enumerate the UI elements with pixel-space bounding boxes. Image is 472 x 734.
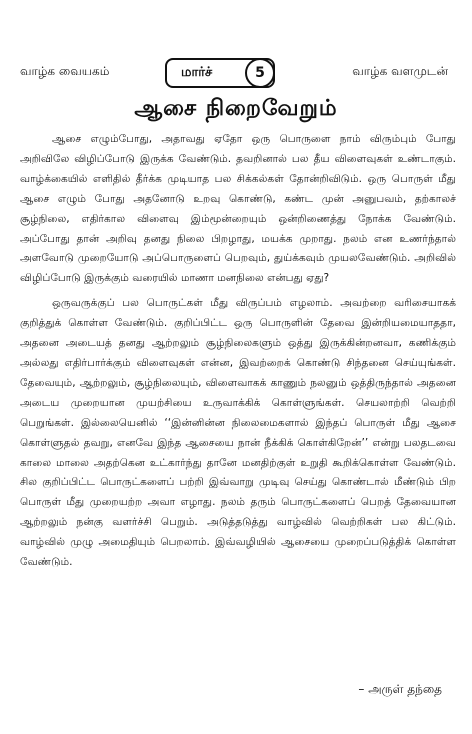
month-label: மார்ச் (181, 65, 213, 80)
month-box (165, 58, 275, 88)
paragraph-1: ஆசை எழும்போது, அதாவது ஏதோ ஒரு பொருளை நாம் விரும்பும் போது அறிவிலே விழிப்போடு இருக்க வேண்டும். தவறினால் பல தீய விளைவுகள் உண்டாகும். வாழ்க்கையில் எளிதில் தீர்க்க முடியாத பல சிக்கல்கள் தோன்றிவிடும். ஒரு பொருள் மீது ஆசை எழும் போது அதனோடு உறவு கொண்டு, கண்ட முன் அனுபவம், தற்காலச் சூழ்நிலை, எதிர்கால விளைவு இம்மூன்றையும் ஒன்றிணைத்து நோக்க வேண்டும். அப்போது தான் அறிவு தனது நிலை பிறழாது, மயக்க முறாது. நலம் என உணர்ந்தால் அளவோடு முறையோடு அப்பொருளைப் பெறவும், துய்க்கவும் முயலவேண்டும். அறிவில் விழிப்போடு இருக்கும் வரையில் மாணா மனநிலை என்பது ஏது? (20, 133, 456, 285)
header-right-motto: வாழ்க வளமுடன் (352, 64, 448, 78)
author-signature: – அருள் தந்தை (358, 682, 442, 696)
article-body (20, 130, 456, 578)
date-circle: 5 (245, 58, 275, 88)
page-title: ஆசை நிறைவேறும் (134, 96, 338, 121)
header-left-motto: வாழ்க வையகம் (20, 64, 110, 78)
paragraph-2: ஒருவருக்குப் பல பொருட்கள் மீது விருப்பம் எழலாம். அவற்றை வரிசையாகக் குறித்துக் கொள்ள வேண்டும். குறிப்பிட்ட ஒரு பொருளின் தேவை இன்றியமையாததா, அதனை அடையத் தனது ஆற்றலும் சூழ்நிலைகளும் ஒத்து இருக்கின்றனவா, கணிக்கும் அல்லது எதிர்பார்க்கும் விளைவுகள் என்ன, இவற்றைக் கொண்டு சிந்தனை செய்யுங்கள். தேவையும், ஆற்றலும், சூழ்நிலையும், விளைவாகக் காணும் நலனும் ஒத்திருந்தால் அதனை அடைய முறையான முயற்சியை உருவாக்கிக் கொள்ளுங்கள். செயலாற்றி வெற்றி பெறுங்கள். இல்லையெனில் ‘‘இன்னின்ன நிலைமைகளால் இந்தப் பொருள் மீது ஆசை கொள்ளுதல் தவறு, எனவே இந்த ஆசையை நான் நீக்கிக் கொள்கிறேன்’’ என்று பலதடவை காலை மாலை அதற்கென உட்கார்ந்து தானே மனதிற்குள் உறுதி கூறிக்கொள்ள வேண்டும். சில குறிப்பிட்ட பொருட்களைப் பற்றி இவ்வாறு முடிவு செய்து கொண்டால் மீண்டும் பிற பொருள் மீது முறையற்ற அவா எழாது. நலம் தரும் பொருட்களைப் பெறத் தேவையான ஆற்றலும் நன்கு வளர்ச்சி பெறும். அடுத்தடுத்து வாழ்வில் வெற்றிகள் பல கிட்டும். வாழ்வில் முழு அமைதியும் பெறலாம். இவ்வழியில் ஆசையை முறைப்படுத்திக் கொள்ள வேண்டும். (20, 297, 456, 569)
